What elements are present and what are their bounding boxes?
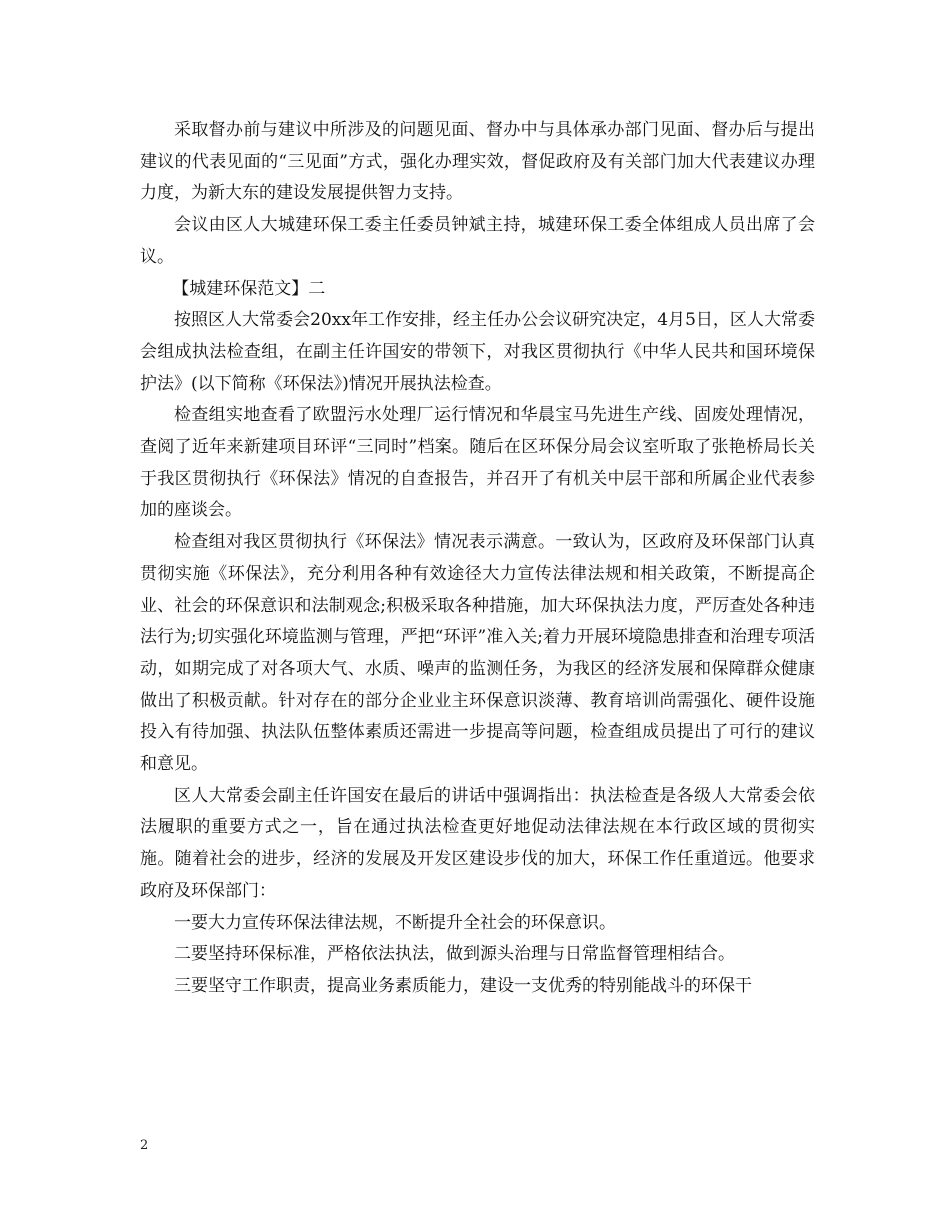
page-number: 2 — [140, 1138, 149, 1153]
paragraph-1: 采取督办前与建议中所涉及的问题见面、督办中与具体承办部门见面、督办后与提出建议的代表见面的“三见面”方式，强化办理实效，督促政府及有关部门加大代表建议办理力度，为新大东的建设发展提供智力支持。 — [140, 120, 815, 204]
paragraph-4: 检查组实地查看了欧盟污水处理厂运行情况和华晨宝马先进生产线、固废处理情况，查阅了近年来新建项目环评“三同时”档案。随后在区环保分局会议室听取了张艳桥局长关于我区贯彻执行《环保法》情况的自查报告，并召开了有机关中层干部和所属企业代表参加的座谈会。 — [140, 405, 815, 521]
paragraph-5: 检查组对我区贯彻执行《环保法》情况表示满意。一致认为，区政府及环保部门认真贯彻实施《环保法》，充分利用各种有效途径大力宣传法律法规和相关政策，不断提高企业、社会的环保意识和法制观念;积极采取各种措施，加大环保执法力度，严厉查处各种违法行为;切实强化环境监测与管理，严把“环评”准入关;着力开展环境隐患排查和治理专项活动，如期完成了对各项大气、水质、噪声的监测任务，为我区的经济发展和保障群众健康做出了积极贡献。针对存在的部分企业业主环保意识淡薄、教育培训尚需强化、硬件设施投入有待加强、执法队伍整体素质还需进一步提高等问题，检查组成员提出了可行的建议和意见。 — [140, 532, 815, 775]
paragraph-2: 会议由区人大城建环保工委主任委员钟斌主持，城建环保工委全体组成人员出席了会议。 — [140, 215, 815, 267]
list-item-2: 二要坚持环保标准，严格依法执法，做到源头治理与日常监督管理相结合。 — [174, 944, 735, 965]
list-item-3: 三要坚守工作职责，提高业务素质能力，建设一支优秀的特别能战斗的环保干 — [174, 975, 752, 996]
paragraph-3: 按照区人大常委会20xx年工作安排，经主任办公会议研究决定，4月5日，区人大常委会组成执法检查组，在副主任许国安的带领下，对我区贯彻执行《中华人民共和国环境保护法》(以下简称《环保法》)情况开展执法检查。 — [140, 310, 815, 394]
list-item-1: 一要大力宣传环保法律法规，不断提升全社会的环保意识。 — [174, 912, 616, 933]
document-body — [140, 115, 815, 1003]
section-heading: 【城建环保范文】二 — [172, 278, 326, 299]
paragraph-6: 区人大常委会副主任许国安在最后的讲话中强调指出：执法检查是各级人大常委会依法履职的重要方式之一，旨在通过执法检查更好地促动法律法规在本行政区域的贯彻实施。随着社会的进步，经济的发展及开发区建设步伐的加大，环保工作任重道远。他要求政府及环保部门： — [140, 785, 815, 901]
